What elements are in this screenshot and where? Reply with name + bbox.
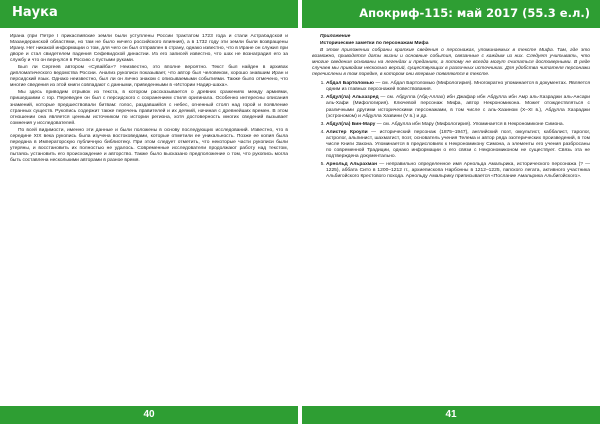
list-item (326, 130, 590, 160)
appendix-title: Приложение (320, 34, 351, 39)
right-page-body (312, 34, 590, 402)
entry-text: — см. Абдулла ибн Мару (Мифологирия). Упоминается в Некрономиконе Симона. (375, 121, 564, 127)
left-page-header (0, 0, 298, 28)
entry-name: Арнольд Альрахман (326, 161, 378, 167)
appendix-subtitle: Исторические заметки по персонажам Мифа (320, 41, 429, 47)
list-item (326, 122, 590, 128)
character-list (312, 81, 590, 180)
left-page-footer (0, 406, 298, 424)
entry-text: — см. Абдал Бартоломью (Мифологирия). Многократно упоминается в документах. Является одним из главных персонажей повествования. (326, 81, 590, 93)
entry-text: — см. Абдулла (Абд-Аллах) ибн Джафар ибн Абдулла ибн Амр аль-Хазраджи аль-Ансари аль-Хафи (Мифологирия). Ключевой персонаж Мифа, автор Некрономикона. Может отождествляться с различными другими историческими персонажами, в том числе с аль-Хазином (Х–XI в.), Абдулла Хазраджи (эстрономом) и Абдулла Хазвини (V в.) и др. (326, 95, 590, 119)
entry-name: Абдул(ла) Бин-Мару (326, 121, 376, 127)
right-page (302, 0, 600, 424)
page-number: 41 (445, 409, 457, 420)
right-page-footer (302, 406, 600, 424)
paragraph: Ирана (при Петре I прикаспийские земли были уступлены России трактатом 1723 года и стали Астрабадской и Мазандеранской областями, но там не было ничего российского влияния), а в 1732 году эти земли были возвращены Ирану. Нет никакой информации о том, для чего он был отправлен в страну, однако известно, что в Иране он служил при дворе и стал свидетелем падения Сефевидской династии. Из его записей известно, что шах не вознаградил его за службу и что он вернулся в Россию с пустыми руками. (10, 34, 288, 64)
appendix-intro: В этом приложении собраны краткие сведения о персонажах, упоминаемых в тексте Мифа. Там, где это возможно, приводятся даты жизни и основные события, связанные с каждым из них. Следует учитывать, что многие сведения основаны на легендах и преданиях, а потому не всегда могут считаться достоверными. В ряде случаев мы приводим несколько версий, существующих в различных источниках. Для удобства читателя персонажи перечислены в том порядке, в котором они впервые появляются в тексте. (312, 48, 590, 78)
paragraph: Был ли Сергеев автором «Сувайба»? Неизвестно, это вполне вероятно. Текст был найден в архивах дипломатического ведомства России. Анализ рукописи показывает, что автор был человеком, хорошо знавшим Иран и персидский язык. Однако неизвестно, был ли он лично знаком с описываемыми событиями. Также было отмечено, что многие сведения из этой книги совпадают с данными, приведенными в «Истории Надир-шаха». (10, 65, 288, 89)
journal-title: Апокриф-115: май 2017 (55.3 е.л.) (359, 6, 590, 20)
list-item (326, 162, 590, 180)
entry-text: — неправильно определенное имя Арнольда Амальрика, исторического персонажа (? — 1225), аббата Сито в 1200–1212 гг., архиепископа Нарбонны в 1212–1225, папского легата, активного участника Альбигойского Крестового похода. Арнольду Амальрику приписывается «Послание Амальрика Альбигойского». (326, 161, 590, 179)
paragraph: Мы здесь приводим отрывок из текста, в котором рассказывается о древних сражениях между армиями, пришедшими с гор. Переведен он был с персидского с сохранением стиля оригинала. Особенно интересны описания знамений, которые предшествовали битвам: голос, раздавшийся с небес, огненный столп над горой и появление странных существ. Рукопись содержит также перечень правителей и их деяний, начиная с древнейших времен. В этом отношении она является ценным источником по истории региона, хотя достоверность многих сведений вызывает сомнения у исследователей. (10, 90, 288, 126)
page-number: 40 (143, 409, 155, 420)
right-page-header (302, 0, 600, 28)
left-page-body (10, 34, 288, 402)
entry-name: Абдул(ла) Альхазред (326, 95, 379, 101)
left-page (0, 0, 298, 424)
entry-text: — исторический персонаж (1875–1947), английский поэт, оккультист, каббалист, таролог, астролог, альпинист, шахматист, поэт, основатель учения Телема и автор ряда эзотерических произведений, в том числе Книги Закона. Упоминается в предисловиях к Некрономикону Симона, а элементы его учения разбросаны по современной Традиции, однако информации о его связи с Некрономиконом не существует. Связь эта не подтверждена документально. (326, 129, 590, 159)
section-title: Наука (12, 5, 58, 20)
list-item (326, 81, 590, 93)
entry-name: Алистер Кроули (326, 129, 368, 135)
paragraph: По всей видимости, именно эти данные и были положены в основу последующих исследований. Известно, что в середине XIX века рукопись была изучена востоковедами, которые отметили ее уникальность. Позже ее копия была передана в Императорскую публичную библиотеку. При этом следует отметить, что некоторые части рукописи были утеряны, и восстановить их полностью не удалось. Современные исследователи продолжают работу над текстом, пытаясь установить его происхождение и авторство. Также было высказано предположение о том, что рукопись могла быть составлена несколькими авторами в разное время. (10, 127, 288, 163)
entry-name: Абдал Бартоломью (326, 81, 374, 87)
list-item (326, 95, 590, 119)
